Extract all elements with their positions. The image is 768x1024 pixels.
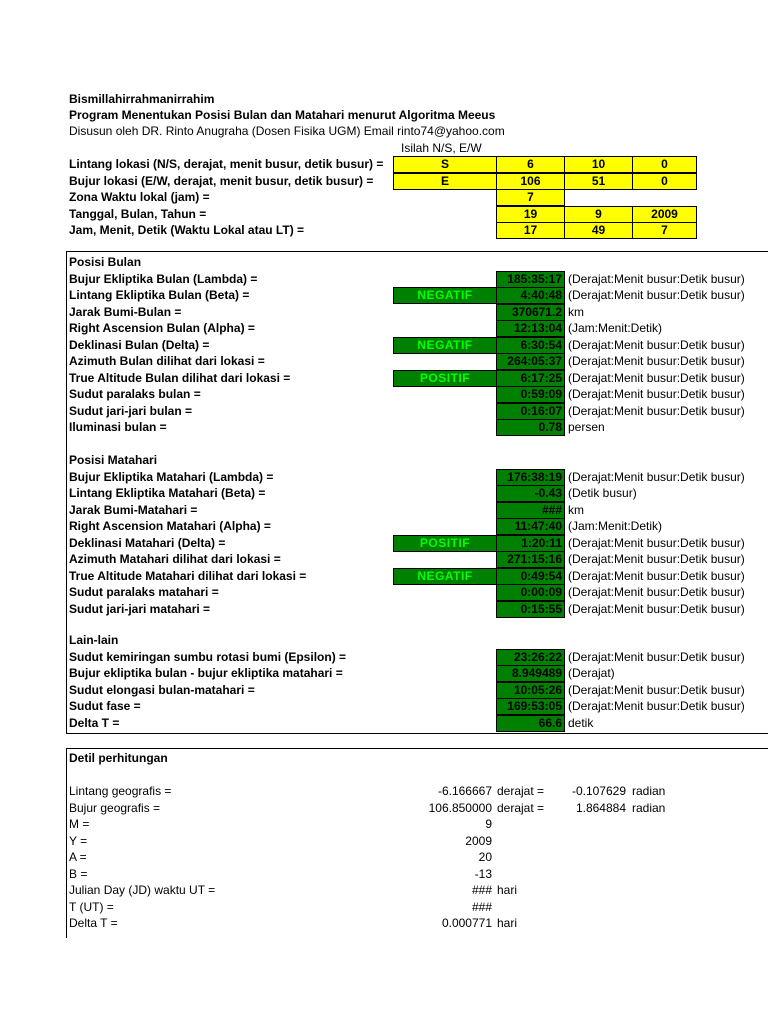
input-cell[interactable]: 0 xyxy=(632,173,697,190)
result-label: Iluminasi bulan = xyxy=(69,420,167,434)
result-label: Right Ascension Matahari (Alpha) = xyxy=(69,519,271,533)
detail-unit: hari xyxy=(497,883,518,897)
detail-unit: derajat = xyxy=(497,784,545,798)
result-label: Sudut paralaks bulan = xyxy=(69,387,201,401)
result-label: Azimuth Bulan dilihat dari lokasi = xyxy=(69,354,265,368)
input-label: Bujur lokasi (E/W, derajat, menit busur, detik busur) = xyxy=(69,173,374,188)
result-unit: (Derajat:Menit busur:Detik busur) xyxy=(568,271,745,286)
result-label: Sudut elongasi bulan-matahari = xyxy=(69,682,255,697)
detail-label: M = xyxy=(69,817,90,831)
result-value: 66.6 xyxy=(496,715,565,732)
result-unit: (Derajat:Menit busur:Detik busur) xyxy=(568,585,745,599)
title-bismillah: Bismillahirrahmanirrahim xyxy=(69,92,215,106)
result-label: Right Ascension Bulan (Alpha) = xyxy=(69,321,255,335)
result-label: Sudut fase = xyxy=(69,699,141,713)
result-value: 23:26:22 xyxy=(496,649,565,666)
result-unit: detik xyxy=(568,715,594,730)
lain-heading: Lain-lain xyxy=(69,633,119,647)
input-cell[interactable]: 51 xyxy=(564,173,633,190)
result-label: Bujur Ekliptika Matahari (Lambda) = xyxy=(69,469,274,484)
result-unit: (Derajat) xyxy=(568,666,615,680)
result-value: 8.949489 xyxy=(496,665,565,682)
result-unit: (Derajat:Menit busur:Detik busur) xyxy=(568,552,745,566)
result-unit: (Jam:Menit:Detik) xyxy=(568,321,663,335)
result-unit: persen xyxy=(568,420,605,434)
detail-value: ### xyxy=(471,883,492,897)
result-label: Jarak Bumi-Bulan = xyxy=(69,304,182,319)
detail-label: Bujur geografis = xyxy=(69,800,161,815)
detail-value-2: -0.107629 xyxy=(571,784,626,798)
sign-flag: NEGATIF xyxy=(393,568,497,585)
result-unit: (Derajat:Menit busur:Detik busur) xyxy=(568,469,745,484)
input-label: Lintang lokasi (N/S, derajat, menit busur, detik busur) = xyxy=(69,157,384,171)
result-value: 1:20:11 xyxy=(496,535,565,552)
detail-value: 0.000771 xyxy=(441,916,492,930)
sign-flag: NEGATIF xyxy=(393,337,497,354)
matahari-heading: Posisi Matahari xyxy=(69,453,158,467)
detail-label: Lintang geografis = xyxy=(69,784,172,798)
result-label: True Altitude Bulan dilihat dari lokasi = xyxy=(69,370,291,385)
input-cell[interactable]: 106 xyxy=(496,173,565,190)
input-cell[interactable]: 9 xyxy=(564,206,633,223)
result-value: ### xyxy=(496,502,565,519)
result-unit: (Derajat:Menit busur:Detik busur) xyxy=(568,387,745,401)
result-value: 12:13:04 xyxy=(496,320,565,337)
result-unit: (Jam:Menit:Detik) xyxy=(568,519,663,533)
result-label: Bujur ekliptika bulan - bujur ekliptika matahari = xyxy=(69,666,343,680)
result-value: 4:40:48 xyxy=(496,287,565,304)
result-value: 0:00:09 xyxy=(496,584,565,601)
result-label: Sudut jari-jari matahari = xyxy=(69,601,211,616)
input-cell[interactable]: 0 xyxy=(632,156,697,173)
result-unit: (Derajat:Menit busur:Detik busur) xyxy=(568,288,745,302)
result-value: 0:49:54 xyxy=(496,568,565,585)
result-label: Deklinasi Bulan (Delta) = xyxy=(69,337,210,352)
result-value: 0:16:07 xyxy=(496,403,565,420)
detail-label: B = xyxy=(69,866,88,881)
result-value: 6:17:25 xyxy=(496,370,565,387)
input-cell[interactable]: S xyxy=(393,156,497,173)
result-unit: (Detik busur) xyxy=(568,486,637,500)
detail-value: 9 xyxy=(485,817,492,831)
result-label: Lintang Ekliptika Bulan (Beta) = xyxy=(69,288,250,302)
detail-value: -6.166667 xyxy=(437,784,492,798)
result-label: Bujur Ekliptika Bulan (Lambda) = xyxy=(69,271,258,286)
result-unit: (Derajat:Menit busur:Detik busur) xyxy=(568,337,745,352)
result-label: Sudut jari-jari bulan = xyxy=(69,403,193,418)
input-label: Tanggal, Bulan, Tahun = xyxy=(69,206,207,221)
result-unit: (Derajat:Menit busur:Detik busur) xyxy=(568,682,745,697)
result-label: Deklinasi Matahari (Delta) = xyxy=(69,535,226,550)
result-value: -0.43 xyxy=(496,485,565,502)
detail-unit-2: radian xyxy=(632,784,666,798)
result-unit: (Derajat:Menit busur:Detik busur) xyxy=(568,535,745,550)
detail-unit-2: radian xyxy=(632,800,666,815)
sign-flag: POSITIF xyxy=(393,370,497,387)
detail-label: A = xyxy=(69,850,87,864)
result-label: Azimuth Matahari dilihat dari lokasi = xyxy=(69,552,281,566)
result-unit: (Derajat:Menit busur:Detik busur) xyxy=(568,354,745,368)
result-label: Delta T = xyxy=(69,715,120,730)
input-label: Zona Waktu lokal (jam) = xyxy=(69,190,210,204)
result-label: Sudut kemiringan sumbu rotasi bumi (Epsilon) = xyxy=(69,649,347,664)
result-unit: (Derajat:Menit busur:Detik busur) xyxy=(568,699,745,713)
result-unit: (Derajat:Menit busur:Detik busur) xyxy=(568,403,745,418)
result-value: 11:47:40 xyxy=(496,518,565,535)
result-value: 0.78 xyxy=(496,419,565,436)
bulan-heading: Posisi Bulan xyxy=(69,255,142,269)
detail-label: Y = xyxy=(69,833,88,848)
author-line: Disusun oleh DR. Rinto Anugraha (Dosen Fisika UGM) Email rinto74@yahoo.com xyxy=(69,124,505,138)
result-label: True Altitude Matahari dilihat dari lokasi = xyxy=(69,568,307,583)
input-cell[interactable]: E xyxy=(393,173,497,190)
result-unit: (Derajat:Menit busur:Detik busur) xyxy=(568,568,745,583)
input-cell[interactable]: 19 xyxy=(496,206,565,223)
detail-label: Julian Day (JD) waktu UT = xyxy=(69,883,216,897)
detail-value: 106.850000 xyxy=(428,800,492,815)
input-label: Jam, Menit, Detik (Waktu Lokal atau LT) = xyxy=(69,223,305,237)
result-label: Sudut paralaks matahari = xyxy=(69,585,219,599)
input-cell[interactable]: 49 xyxy=(564,222,633,239)
detail-heading: Detil perhitungan xyxy=(69,751,168,765)
detail-value: 20 xyxy=(478,850,492,864)
input-cell[interactable]: 17 xyxy=(496,222,565,239)
sign-flag: POSITIF xyxy=(393,535,497,552)
page-title: Program Menentukan Posisi Bulan dan Matahari menurut Algoritma Meeus xyxy=(69,108,496,122)
input-cell[interactable]: 6 xyxy=(496,156,565,173)
result-value: 370671.2 xyxy=(496,304,565,321)
hint-ns-ew: Isilah N/S, E/W xyxy=(401,141,482,155)
input-cell[interactable]: 7 xyxy=(632,222,697,239)
detail-label: T (UT) = xyxy=(69,899,114,914)
result-value: 264:05:37 xyxy=(496,353,565,370)
detail-value: -13 xyxy=(474,866,492,881)
result-unit: km xyxy=(568,304,584,319)
sign-flag: NEGATIF xyxy=(393,287,497,304)
detail-unit: hari xyxy=(497,916,518,930)
result-label: Jarak Bumi-Matahari = xyxy=(69,502,198,517)
detail-value: ### xyxy=(471,899,492,914)
result-value: 6:30:54 xyxy=(496,337,565,354)
result-value: 0:59:09 xyxy=(496,386,565,403)
input-cell[interactable]: 7 xyxy=(496,189,565,206)
result-value: 0:15:55 xyxy=(496,601,565,618)
detail-value-2: 1.864884 xyxy=(575,800,626,815)
result-value: 176:38:19 xyxy=(496,469,565,486)
result-value: 169:53:05 xyxy=(496,698,565,715)
result-value: 271:15:16 xyxy=(496,551,565,568)
result-value: 10:05:26 xyxy=(496,682,565,699)
result-value: 185:35:17 xyxy=(496,271,565,288)
input-cell[interactable]: 10 xyxy=(564,156,633,173)
result-unit: (Derajat:Menit busur:Detik busur) xyxy=(568,601,745,616)
input-cell[interactable]: 2009 xyxy=(632,206,697,223)
detail-value: 2009 xyxy=(465,833,492,848)
result-label: Lintang Ekliptika Matahari (Beta) = xyxy=(69,486,266,500)
result-unit: (Derajat:Menit busur:Detik busur) xyxy=(568,370,745,385)
result-unit: (Derajat:Menit busur:Detik busur) xyxy=(568,649,745,664)
detail-unit: derajat = xyxy=(497,800,545,815)
detail-label: Delta T = xyxy=(69,916,118,930)
result-unit: km xyxy=(568,502,584,517)
